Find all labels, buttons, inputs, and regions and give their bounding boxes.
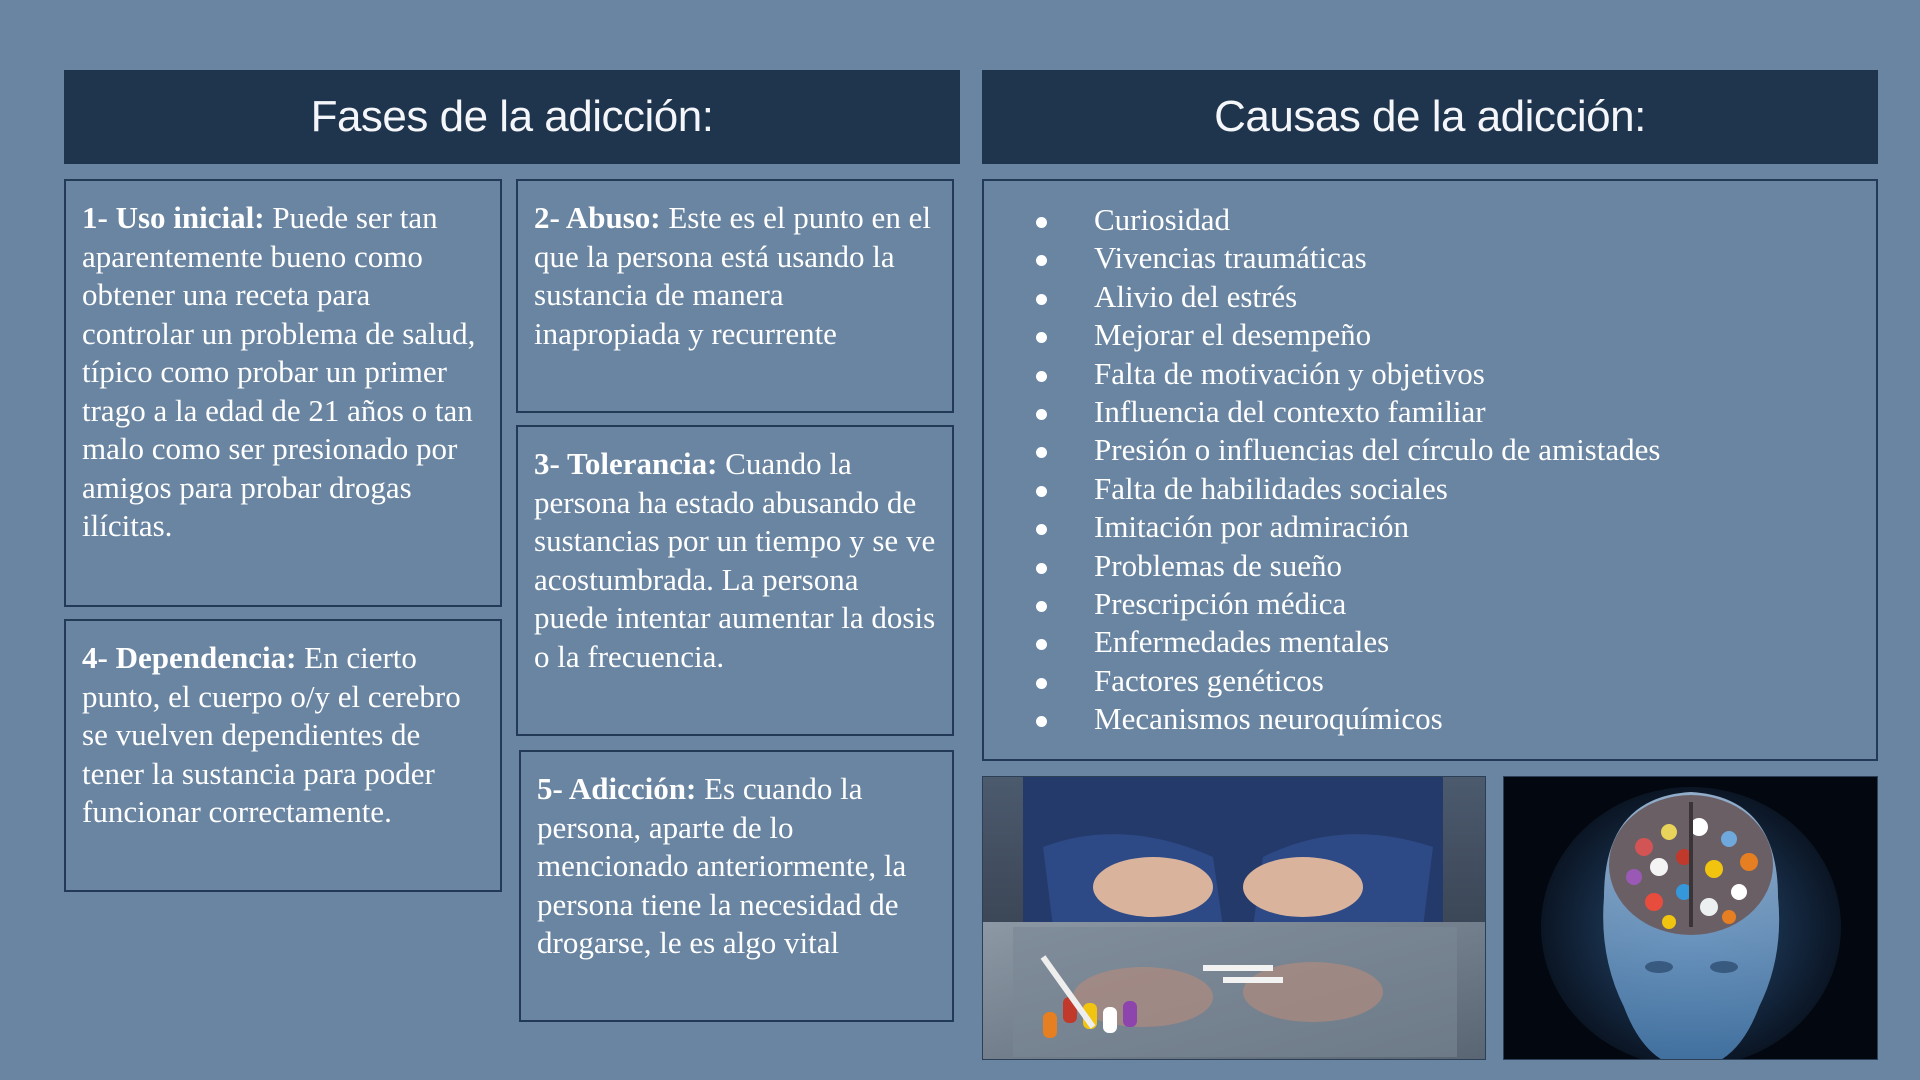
bullet-icon — [1036, 716, 1047, 727]
header-fases — [64, 70, 960, 164]
cause-item — [1026, 508, 1876, 546]
phase-title-1: 1- Uso inicial: — [82, 200, 265, 235]
header-fases-text: Fases de la adicción: — [310, 92, 714, 141]
cause-text: Vivencias traumáticas — [1094, 240, 1367, 276]
cause-text: Falta de motivación y objetivos — [1094, 355, 1485, 391]
bullet-icon — [1036, 332, 1047, 343]
phase-title-3: 3- Tolerancia: — [534, 446, 718, 481]
phase-box-3 — [516, 425, 954, 736]
bullet-icon — [1036, 524, 1047, 535]
phase-text-3: Cuando la persona ha estado abusando de sustancias por un tiempo y se ve acostumbrada. La persona puede intentar aumentar la dosis o la frecuencia. — [534, 446, 936, 674]
bullet-icon — [1036, 563, 1047, 574]
phase-text-1: Puede ser tan aparentemente bueno como obtener una receta para controlar un problema de salud, típico como probar un primer trago a la edad de 21 años o tan malo como ser presionado por amigos para probar drogas ilícitas. — [82, 200, 476, 543]
phase-box-4 — [64, 619, 502, 892]
cause-text: Enfermedades mentales — [1094, 624, 1390, 660]
bullet-icon — [1036, 217, 1047, 228]
causes-box — [982, 179, 1878, 761]
cause-item — [1026, 585, 1876, 623]
cause-text: Mejorar el desempeño — [1094, 317, 1372, 353]
cause-text: Factores genéticos — [1094, 662, 1324, 698]
cause-item — [1026, 547, 1876, 585]
cause-item — [1026, 623, 1876, 661]
cause-text: Presión o influencias del círculo de amistades — [1094, 432, 1661, 468]
photo-brain-pills-graphic — [1504, 777, 1878, 1060]
header-causas-text: Causas de la adicción: — [1214, 92, 1646, 141]
photo-brain-pills — [1503, 776, 1878, 1060]
bullet-icon — [1036, 486, 1047, 497]
photo-drugs-hands-graphic — [983, 777, 1486, 1060]
cause-text: Problemas de sueño — [1094, 547, 1342, 583]
cause-item — [1026, 278, 1876, 316]
bullet-icon — [1036, 255, 1047, 266]
cause-item — [1026, 700, 1876, 738]
cause-text: Imitación por admiración — [1094, 509, 1410, 545]
cause-item — [1026, 662, 1876, 700]
cause-text: Mecanismos neuroquímicos — [1094, 701, 1443, 737]
phase-box-2 — [516, 179, 954, 413]
cause-text: Prescripción médica — [1094, 586, 1347, 622]
cause-item — [1026, 239, 1876, 277]
bullet-icon — [1036, 371, 1047, 382]
phase-text-5: Es cuando la persona, aparte de lo mencionado anteriormente, la persona tiene la necesidad de drogarse, le es algo vital — [537, 771, 907, 960]
phase-text-4: En cierto punto, el cuerpo o/y el cerebro se vuelven dependientes de tener la sustancia para poder funcionar correctamente. — [82, 640, 461, 829]
cause-text: Alivio del estrés — [1094, 278, 1298, 314]
phase-title-5: 5- Adicción: — [537, 771, 697, 806]
phase-box-1 — [64, 179, 502, 607]
cause-text: Curiosidad — [1094, 202, 1231, 237]
bullet-icon — [1036, 294, 1047, 305]
cause-text: Falta de habilidades sociales — [1094, 470, 1448, 506]
phase-title-2: 2- Abuso: — [534, 200, 661, 235]
cause-item — [1026, 316, 1876, 354]
phase-box-5 — [519, 750, 954, 1022]
bullet-icon — [1036, 639, 1047, 650]
bullet-icon — [1036, 409, 1047, 420]
phase-text-2: Este es el punto en el que la persona está usando la sustancia de manera inapropiada y recurrente — [534, 200, 931, 351]
header-causas — [982, 70, 1878, 164]
cause-item — [1026, 470, 1876, 508]
bullet-icon — [1036, 678, 1047, 689]
cause-item — [1026, 393, 1876, 431]
phase-title-4: 4- Dependencia: — [82, 640, 297, 675]
cause-item — [1026, 355, 1876, 393]
causes-list — [1026, 201, 1876, 739]
bullet-icon — [1036, 601, 1047, 612]
photo-drugs-hands — [982, 776, 1486, 1060]
cause-text: Influencia del contexto familiar — [1094, 394, 1486, 430]
cause-item — [1026, 201, 1876, 239]
bullet-icon — [1036, 447, 1047, 458]
cause-item — [1026, 431, 1876, 469]
